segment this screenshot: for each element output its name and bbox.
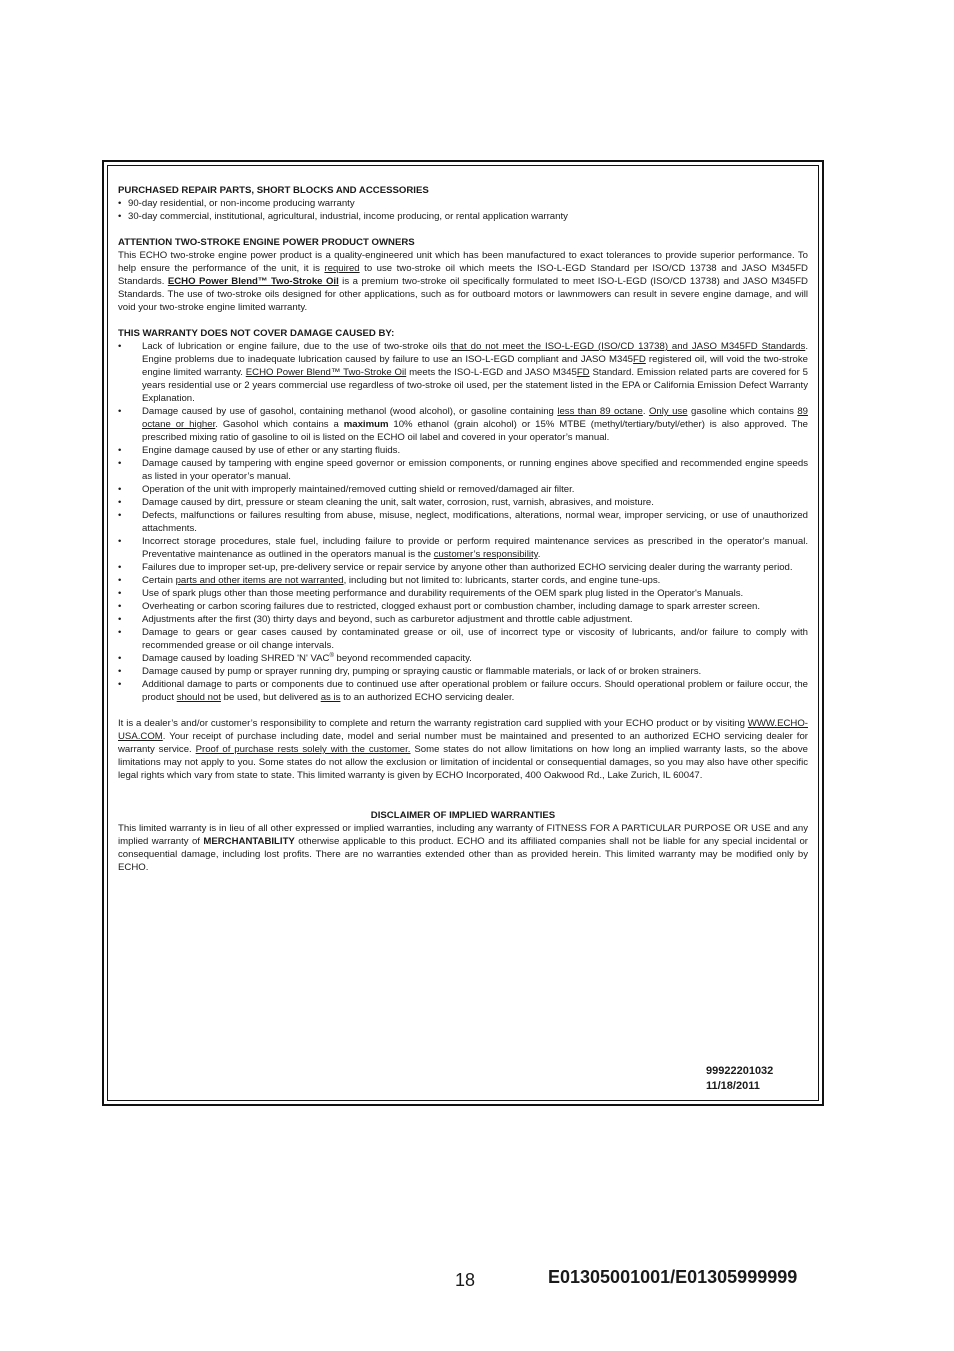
section-exclusions <box>118 327 808 704</box>
list-item: • Operation of the unit with improperly maintained/removed cutting shield or removed/damaged air filter. <box>118 483 808 496</box>
section-repair-parts <box>118 184 808 223</box>
list-item: • Incorrect storage procedures, stale fuel, including failure to provide or perform required maintenance services as prescribed in the operator's manual. Preventative maintenance as outlined in the operators manual is the customer’s responsibility. <box>118 535 808 561</box>
two-stroke-heading: ATTENTION TWO-STROKE ENGINE POWER PRODUCT OWNERS <box>118 237 415 248</box>
section-responsibility <box>118 717 808 782</box>
two-stroke-paragraph: This ECHO two-stroke engine power product is a quality-engineered unit which has been manufactured to exact tolerances to provide superior performance. To help ensure the performance of the unit, it is required to use two-stroke oil which meets the ISO-L-EGD Standard per ISO/CD 13738 and JASO M345FD Standards. ECHO Power Blend™ Two-Stroke Oil is a premium two-stroke oil specifically formulated to meet ISO-L-EGD (ISO/CD 13738) and JASO M345FD Standards. The use of two-stroke oils designed for other applications, such as for outboard motors or lawnmowers can result in severe engine damage, and will void your two-stroke engine limited warranty. <box>118 250 808 313</box>
list-item: • Damage caused by loading SHRED 'N' VAC® beyond recommended capacity. <box>118 652 808 665</box>
exclusions-heading: THIS WARRANTY DOES NOT COVER DAMAGE CAUSED BY: <box>118 328 395 339</box>
list-item: • 30-day commercial, institutional, agricultural, industrial, income producing, or rental application warranty <box>118 210 808 223</box>
list-item: • Failures due to improper set-up, pre-delivery service or repair service by anyone other than authorized ECHO servicing dealer during the warranty period. <box>118 561 808 574</box>
part-number-block <box>706 1064 773 1094</box>
list-item: • Engine damage caused by use of ether or any starting fluids. <box>118 444 808 457</box>
disclaimer-paragraph: This limited warranty is in lieu of all other expressed or implied warranties, including any warranty of FITNESS FOR A PARTICULAR PURPOSE OR USE and any implied warranty of MERCHANTABILITY otherwise applicable to this product. ECHO and its affiliated companies shall not be liable for any special incidental or consequential damage, including lost profits. There are no warranties extended other than as provided herein. This limited warranty may be modified only by ECHO. <box>118 823 808 873</box>
list-item: • 90-day residential, or non-income producing warranty <box>118 197 808 210</box>
list-item: • Overheating or carbon scoring failures due to restricted, clogged exhaust port or combustion chamber, including damage to spark arrester screen. <box>118 600 808 613</box>
website-link[interactable]: WWW.ECHO-USA.COM <box>118 718 808 742</box>
list-item: • Defects, malfunctions or failures resulting from abuse, misuse, neglect, modifications, alterations, normal wear, improper servicing, or use of unauthorized attachments. <box>118 509 808 535</box>
list-item: • Damage caused by use of gasohol, containing methanol (wood alcohol), or gasoline containing less than 89 octane. Only use gasoline which contains 89 octane or higher. Gasohol which contains a maximum 10% ethanol (grain alcohol) or 15% MTBE (methyl/tertiary/butyl/ether) is also approved. The prescribed mixing ratio of gasoline to oil is listed on the ECHO oil label and covered in your operator’s manual. <box>118 405 808 444</box>
repair-parts-heading: PURCHASED REPAIR PARTS, SHORT BLOCKS AND ACCESSORIES <box>118 185 429 196</box>
list-item: • Damage caused by tampering with engine speed governor or emission components, or running engines above specified and recommended engine speeds as listed in your operator’s manual. <box>118 457 808 483</box>
list-item: • Damage caused by pump or sprayer running dry, pumping or spraying caustic or flammable materials, or lack of or broken strainers. <box>118 665 808 678</box>
section-two-stroke <box>118 236 808 314</box>
list-item: • Damage to gears or gear cases caused by contaminated grease or oil, use of incorrect type or viscosity of lubricants, and/or failure to comply with recommended grease or oil change intervals. <box>118 626 808 652</box>
warranty-content <box>118 184 808 874</box>
spacer <box>118 782 808 809</box>
repair-parts-list <box>118 197 808 223</box>
exclusions-list <box>118 340 808 704</box>
list-item: • Additional damage to parts or components due to continued use after operational problem or failure occurs. Should operational problem or failure occur, the product should not be used, but delivered as is to an authorized ECHO servicing dealer. <box>118 678 808 704</box>
list-item: • Certain parts and other items are not warranted, including but not limited to: lubricants, starter cords, and engine tune-ups. <box>118 574 808 587</box>
serial-range: E01305001001/E01305999999 <box>548 1267 798 1287</box>
list-item: • Adjustments after the first (30) thirty days and beyond, such as carburetor adjustment and throttle cable adjustment. <box>118 613 808 626</box>
list-item: • Use of spark plugs other than those meeting performance and durability requirements of the OEM spark plug listed in the Operator's Manuals. <box>118 587 808 600</box>
list-item: • Damage caused by dirt, pressure or steam cleaning the unit, salt water, corrosion, rust, varnish, abrasives, and moisture. <box>118 496 808 509</box>
page-number: 18 <box>455 1270 476 1290</box>
responsibility-paragraph: It is a dealer’s and/or customer’s responsibility to complete and return the warranty registration card supplied with your ECHO product or by visiting WWW.ECHO-USA.COM. Your receipt of purchase including date, model and serial number must be maintained and presented to an authorized ECHO servicing dealer for warranty service. Proof of purchase rests solely with the customer. Some states do not allow limitations on how long an implied warranty lasts, so the above limitations may not apply to you. Some states do not allow the exclusion or limitation of incidental or consequential damages, so you may also have other specific legal rights which vary from state to state. This limited warranty is given by ECHO Incorporated, 400 Oakwood Rd., Lake Zurich, IL 60047. <box>118 718 809 781</box>
part-number: 99922201032 <box>706 1065 774 1077</box>
warranty-box <box>102 160 824 1106</box>
section-disclaimer <box>118 809 808 874</box>
list-item: • Lack of lubrication or engine failure, due to the use of two-stroke oils that do not meet the ISO-L-EGD (ISO/CD 13738) and JASO M345FD Standards. Engine problems due to inadequate lubrication caused by failure to use an ISO-L-EGD compliant and JASO M345FD registered oil, will void the two-stroke engine limited warranty. ECHO Power Blend™ Two-Stroke Oil meets the ISO-L-EGD and JASO M345FD Standard. Emission related parts are covered for 5 years residential use or 2 years commercial use regardless of two-stroke oil used, per the statement listed in the EPA or California Emission Defect Warranty Explanation. <box>118 340 808 405</box>
disclaimer-heading: DISCLAIMER OF IMPLIED WARRANTIES <box>370 810 556 821</box>
revision-date: 11/18/2011 <box>706 1080 760 1092</box>
